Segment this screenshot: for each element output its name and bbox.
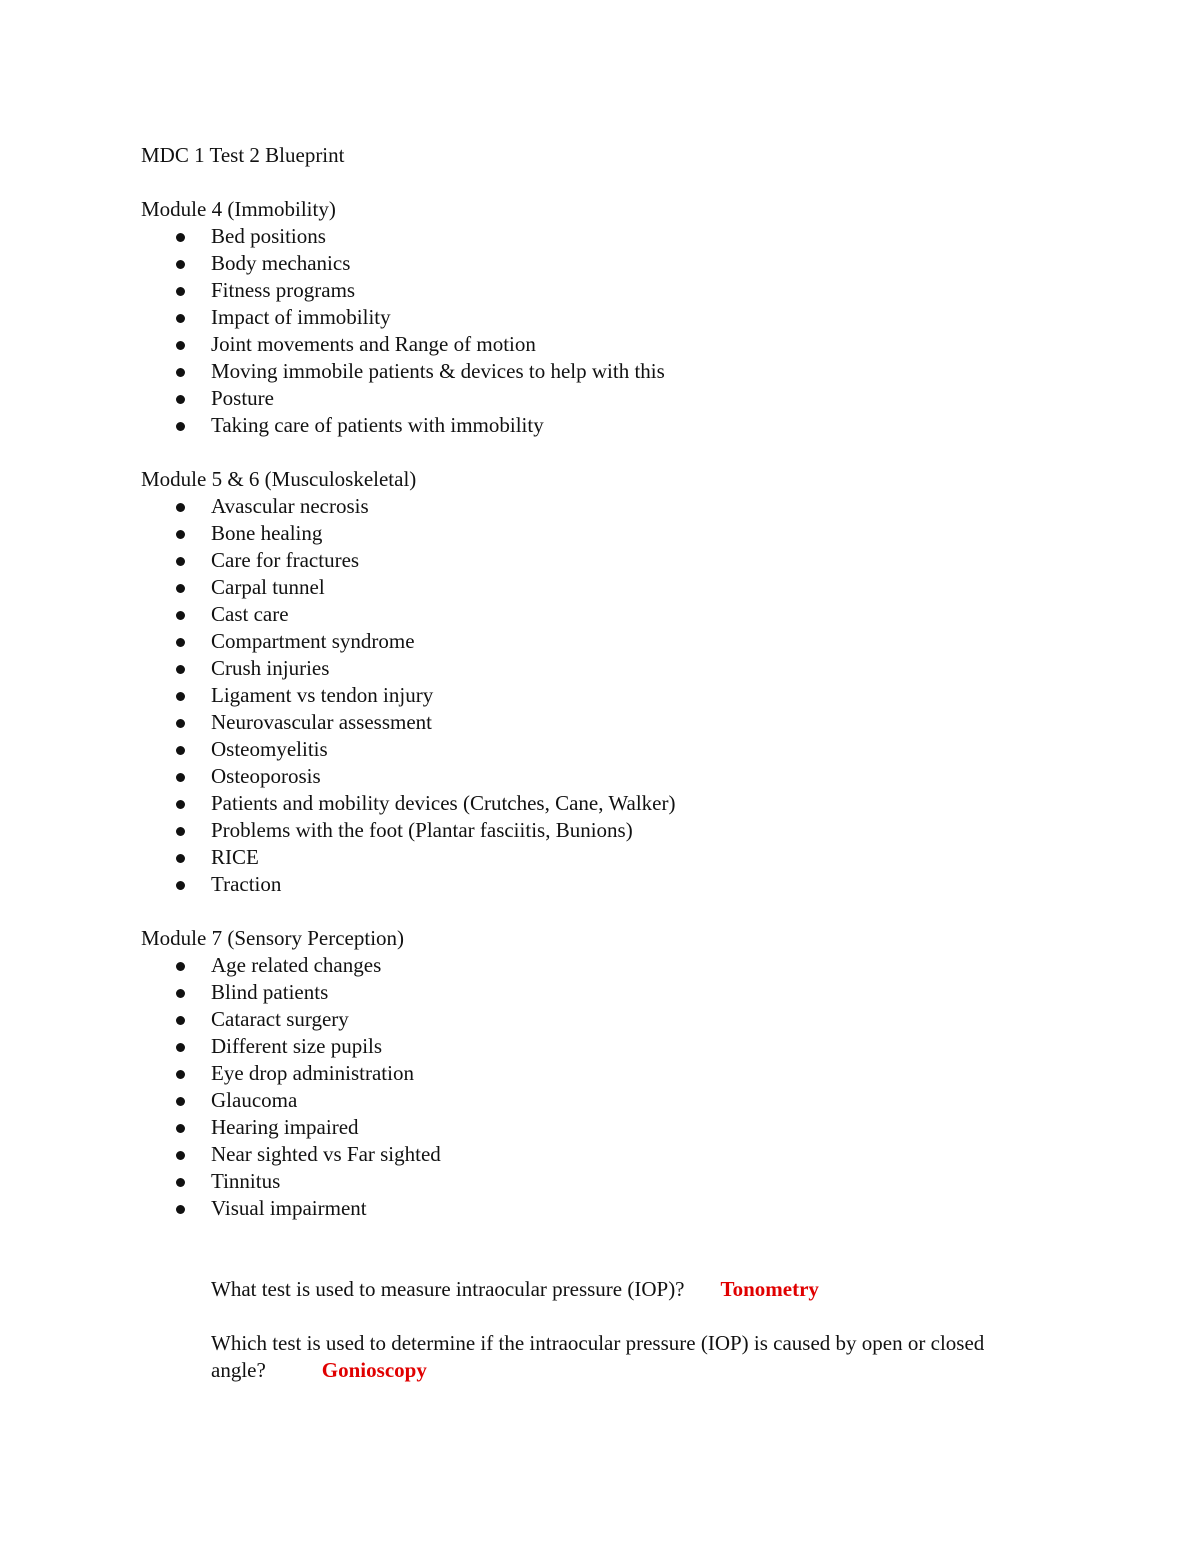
question-text: What test is used to measure intraocular pressure (IOP)? <box>211 1277 685 1301</box>
list-item: Bone healing <box>141 520 1041 547</box>
bullet-icon <box>176 530 185 539</box>
bullet-icon <box>176 1124 185 1133</box>
question-text: Which test is used to determine if the intraocular pressure (IOP) is caused by open or closed angle? <box>211 1331 985 1382</box>
list-item: Posture <box>141 385 1041 412</box>
bullet-icon <box>176 962 185 971</box>
bullet-icon <box>176 341 185 350</box>
list-item: Blind patients <box>141 979 1041 1006</box>
bullet-icon <box>176 1070 185 1079</box>
bullet-icon <box>176 719 185 728</box>
list-item: Neurovascular assessment <box>141 709 1041 736</box>
bullet-list <box>141 493 1041 898</box>
list-item: Fitness programs <box>141 277 1041 304</box>
list-item: Visual impairment <box>141 1195 1041 1222</box>
document-title: MDC 1 Test 2 Blueprint <box>141 143 345 167</box>
list-item: Care for fractures <box>141 547 1041 574</box>
bullet-icon <box>176 395 185 404</box>
list-item: Cataract surgery <box>141 1006 1041 1033</box>
list-item: Osteomyelitis <box>141 736 1041 763</box>
list-item: Moving immobile patients & devices to help with this <box>141 358 1041 385</box>
list-item: Cast care <box>141 601 1041 628</box>
bullet-icon <box>176 557 185 566</box>
list-item: Carpal tunnel <box>141 574 1041 601</box>
bullet-icon <box>176 584 185 593</box>
list-item: Patients and mobility devices (Crutches, Cane, Walker) <box>141 790 1041 817</box>
bullet-icon <box>176 773 185 782</box>
bullet-icon <box>176 314 185 323</box>
bullet-icon <box>176 503 185 512</box>
bullet-icon <box>176 1043 185 1052</box>
section-module-4 <box>141 196 1041 439</box>
list-item: Impact of immobility <box>141 304 1041 331</box>
bullet-icon <box>176 260 185 269</box>
list-item: Body mechanics <box>141 250 1041 277</box>
section-heading: Module 5 & 6 (Musculoskeletal) <box>141 467 417 491</box>
bullet-icon <box>176 881 185 890</box>
list-item: Bed positions <box>141 223 1041 250</box>
question-block <box>141 1276 1041 1384</box>
bullet-icon <box>176 1016 185 1025</box>
section-module-7 <box>141 925 1041 1222</box>
section-heading: Module 4 (Immobility) <box>141 197 336 221</box>
bullet-list <box>141 223 1041 439</box>
bullet-icon <box>176 665 185 674</box>
list-item: Crush injuries <box>141 655 1041 682</box>
question-item <box>211 1330 1031 1384</box>
bullet-icon <box>176 800 185 809</box>
bullet-icon <box>176 1205 185 1214</box>
list-item: Joint movements and Range of motion <box>141 331 1041 358</box>
section-module-5-6 <box>141 466 1041 898</box>
list-item: Avascular necrosis <box>141 493 1041 520</box>
list-item: Tinnitus <box>141 1168 1041 1195</box>
bullet-icon <box>176 854 185 863</box>
list-item: Different size pupils <box>141 1033 1041 1060</box>
bullet-icon <box>176 1151 185 1160</box>
list-item: Eye drop administration <box>141 1060 1041 1087</box>
list-item: Near sighted vs Far sighted <box>141 1141 1041 1168</box>
question-item <box>211 1276 1031 1303</box>
list-item: Taking care of patients with immobility <box>141 412 1041 439</box>
list-item: Osteoporosis <box>141 763 1041 790</box>
bullet-icon <box>176 989 185 998</box>
bullet-icon <box>176 611 185 620</box>
list-item: Traction <box>141 871 1041 898</box>
bullet-icon <box>176 1178 185 1187</box>
bullet-icon <box>176 827 185 836</box>
bullet-icon <box>176 692 185 701</box>
bullet-list <box>141 952 1041 1222</box>
answer-text: Gonioscopy <box>321 1358 427 1382</box>
list-item: Age related changes <box>141 952 1041 979</box>
bullet-icon <box>176 233 185 242</box>
list-item: Ligament vs tendon injury <box>141 682 1041 709</box>
list-item: Glaucoma <box>141 1087 1041 1114</box>
bullet-icon <box>176 638 185 647</box>
list-item: Compartment syndrome <box>141 628 1041 655</box>
list-item: Hearing impaired <box>141 1114 1041 1141</box>
answer-text: Tonometry <box>720 1277 819 1301</box>
bullet-icon <box>176 422 185 431</box>
bullet-icon <box>176 368 185 377</box>
list-item: RICE <box>141 844 1041 871</box>
bullet-icon <box>176 1097 185 1106</box>
bullet-icon <box>176 287 185 296</box>
list-item: Problems with the foot (Plantar fasciitis, Bunions) <box>141 817 1041 844</box>
section-heading: Module 7 (Sensory Perception) <box>141 926 405 950</box>
bullet-icon <box>176 746 185 755</box>
document-page <box>141 142 1041 1411</box>
